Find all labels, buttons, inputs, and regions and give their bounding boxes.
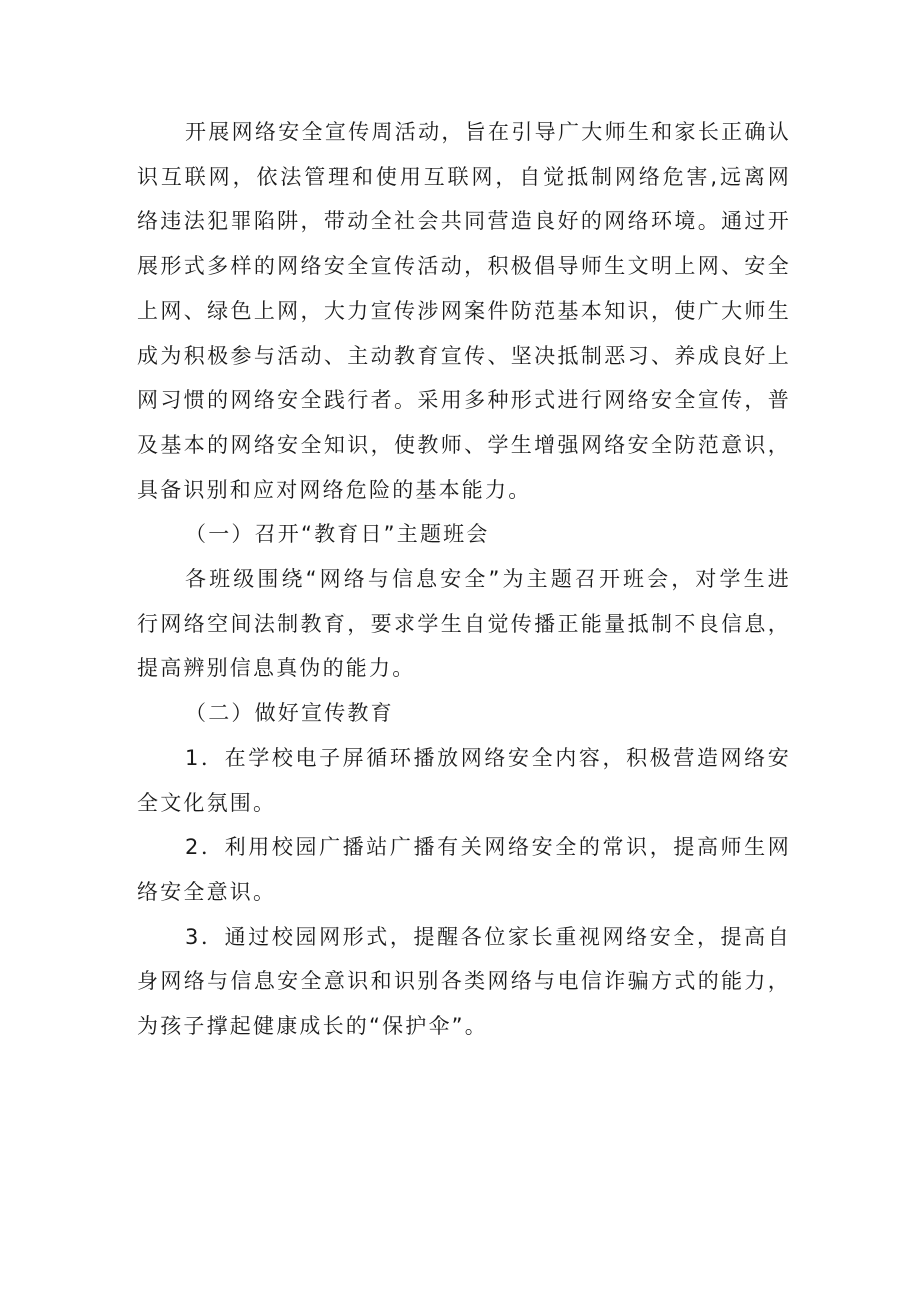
section-heading-publicity: （二）做好宣传教育: [185, 701, 394, 726]
class-meeting-paragraph: 各班级围绕“网络与信息安全”为主题召开班会，对学生进行网络空间法制教育，要求学生自觉传播正能量抵制不良信息，提高辨别信息真伪的能力。: [137, 567, 791, 681]
list-item-3: 3．通过校园网形式，提醒各位家长重视网络安全，提高自身网络与信息安全意识和识别各类网络与电信诈骗方式的能力，为孩子撑起健康成长的“保护伞”。: [137, 924, 791, 1039]
intro-paragraph: 开展网络安全宣传周活动，旨在引导广大师生和家长正确认识互联网，依法管理和使用互联网，自觉抵制网络危害,远离网络违法犯罪陷阱，带动全社会共同营造良好的网络环境。通过开展形式多样的网络安全宣传活动，积极倡导师生文明上网、安全上网、绿色上网，大力宣传涉网案件防范基本知识，使广大师生成为积极参与活动、主动教育宣传、坚决抵制恶习、养成良好上网习惯的网络安全践行者。采用多种形式进行网络安全宣传，普及基本的网络安全知识，使教师、学生增强网络安全防范意识，具备识别和应对网络危险的基本能力。: [137, 120, 791, 502]
list-item-2: 2．利用校园广播站广播有关网络安全的常识，提高师生网络安全意识。: [137, 835, 791, 904]
document-body: [137, 110, 791, 1049]
list-item-1: 1．在学校电子屏循环播放网络安全内容，积极营造网络安全文化氛围。: [137, 745, 791, 815]
section-heading-class-meeting: （一）召开“教育日”主题班会: [185, 522, 490, 547]
